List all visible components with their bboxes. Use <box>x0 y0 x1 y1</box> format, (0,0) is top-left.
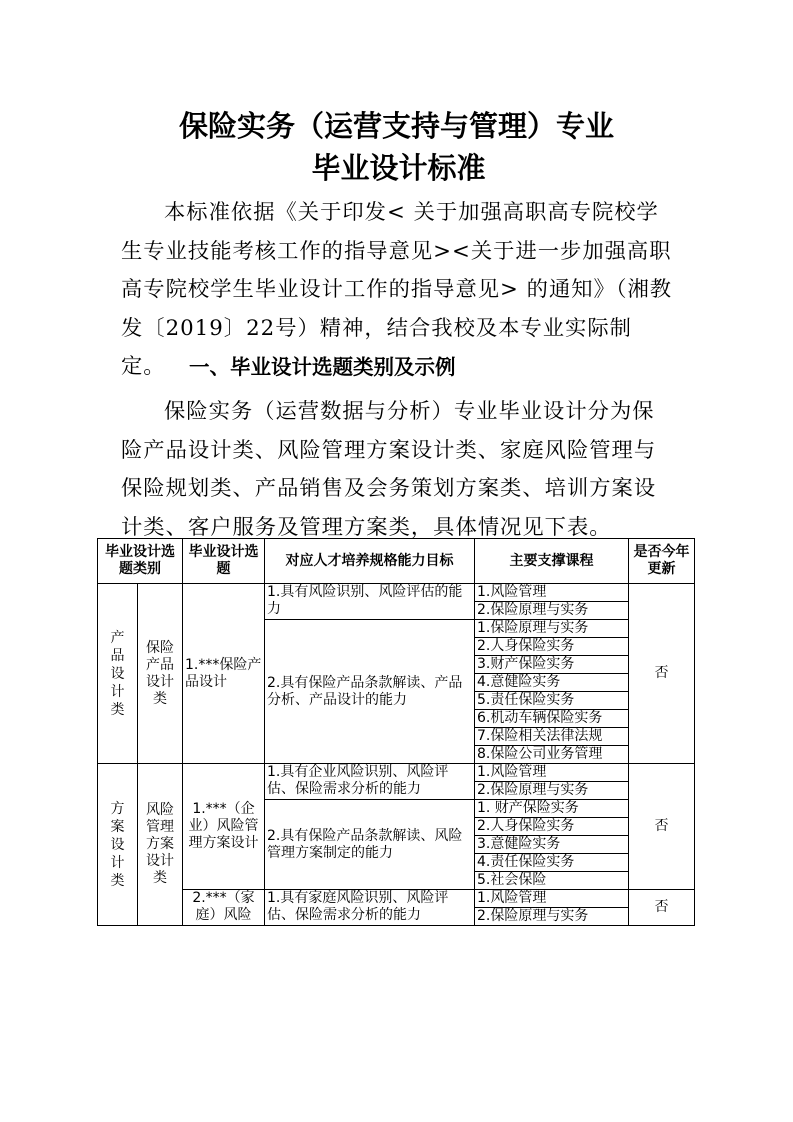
course-cell: 1.风险管理 <box>475 890 629 908</box>
course-cell: 3.意健险实务 <box>475 836 629 854</box>
topic-cell: 1.***（企业）风险管理方案设计 <box>183 764 265 890</box>
category-label: 方案设计类 <box>110 800 125 889</box>
course-cell: 5.责任保险实务 <box>475 692 629 710</box>
course-cell: 4.意健险实务 <box>475 674 629 692</box>
topic-table <box>97 538 695 926</box>
course-cell: 1.风险管理 <box>475 584 629 602</box>
table-row <box>98 890 695 908</box>
course-cell: 7.保险相关法律法规 <box>475 728 629 746</box>
course-cell: 2.人身保险实务 <box>475 818 629 836</box>
course-cell: 2.保险原理与实务 <box>475 782 629 800</box>
table-header-row <box>98 539 695 584</box>
subcategory-cell: 风险管理方案设计类 <box>138 764 183 926</box>
category-label: 产品设计类 <box>110 629 125 718</box>
section-paragraph: 保险实务（运营数据与分析）专业毕业设计分为保险产品设计类、风险管理方案设计类、家庭风险管理与保险规划类、产品销售及会务策划方案类、培训方案设计类、客户服务及管理方案类，具体情况见下表。 <box>121 399 657 540</box>
category-cell <box>98 584 138 764</box>
course-cell: 2.人身保险实务 <box>475 638 629 656</box>
section-heading: 一、毕业设计选题类别及示例 <box>189 355 456 379</box>
update-cell: 否 <box>629 764 695 890</box>
table-row <box>98 584 695 602</box>
intro-paragraph: 本标准依据《关于印发< 关于加强高职高专院校学生专业技能考核工作的指导意见><关于进一步加强高职高专院校学生毕业设计工作的指导意见> 的通知》（湘教发〔2019〕22号）精神，结合我校及本专业实际制定。 <box>121 200 673 379</box>
category-cell <box>98 764 138 926</box>
header-courses: 主要支撑课程 <box>475 539 629 584</box>
document-title-line2: 毕业设计标准 <box>311 151 486 185</box>
subcategory-cell: 保险产品设计类 <box>138 584 183 764</box>
course-cell: 2.保险原理与实务 <box>475 908 629 926</box>
topic-cell: 2.***（家庭）风险 <box>183 890 265 926</box>
topic-cell: 1.***保险产品设计 <box>183 584 265 764</box>
header-update: 是否今年更新 <box>629 539 695 584</box>
course-cell: 6.机动车辆保险实务 <box>475 710 629 728</box>
ability-goal-cell: 1.具有风险识别、风险评估的能力 <box>265 584 475 620</box>
ability-goal-cell: 2.具有保险产品条款解读、产品分析、产品设计的能力 <box>265 620 475 764</box>
course-cell: 2.保险原理与实务 <box>475 602 629 620</box>
course-cell: 1.风险管理 <box>475 764 629 782</box>
course-cell: 5.社会保险 <box>475 872 629 890</box>
course-cell: 1. 财产保险实务 <box>475 800 629 818</box>
table-row <box>98 764 695 782</box>
course-cell: 3.财产保险实务 <box>475 656 629 674</box>
document-title-line1: 保险实务（运营支持与管理）专业 <box>178 109 614 143</box>
ability-goal-cell: 1.具有企业风险识别、风险评估、保险需求分析的能力 <box>265 764 475 800</box>
ability-goal-cell: 1.具有家庭风险识别、风险评估、保险需求分析的能力 <box>265 890 475 926</box>
course-cell: 8.保险公司业务管理 <box>475 746 629 764</box>
header-ability-goal: 对应人才培养规格能力目标 <box>265 539 475 584</box>
update-cell: 否 <box>629 584 695 764</box>
header-category: 毕业设计选题类别 <box>98 539 183 584</box>
header-topic: 毕业设计选题 <box>183 539 265 584</box>
course-cell: 1.保险原理与实务 <box>475 620 629 638</box>
ability-goal-cell: 2.具有保险产品条款解读、风险管理方案制定的能力 <box>265 800 475 890</box>
update-cell: 否 <box>629 890 695 926</box>
course-cell: 4.责任保险实务 <box>475 854 629 872</box>
